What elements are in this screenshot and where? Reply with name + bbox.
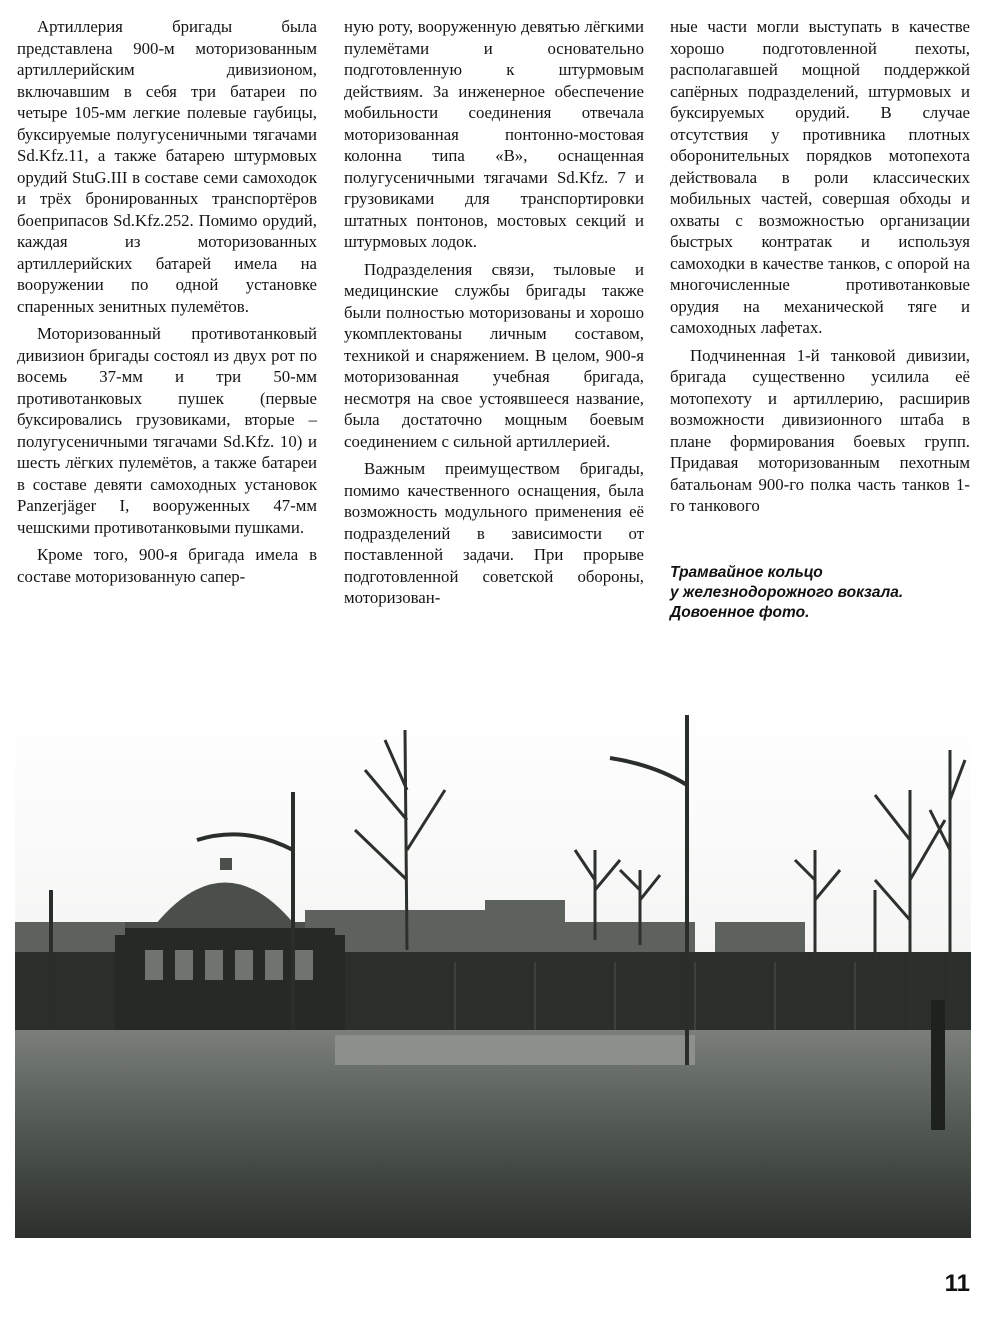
page-number: 11	[944, 1270, 970, 1297]
paragraph: Кроме того, 900-я бригада имела в составе моторизованную сапер-	[17, 545, 317, 586]
paragraph: Подчиненная 1-й танковой дивизии, бригада существенно усилила её мотопехоту и артиллерию, расширив возможности дивизионного штаба в плане формирования боевых групп. Придавая моторизованным пехотным батальонам 900-го полка часть танков 1-го танкового	[670, 345, 970, 515]
paragraph: Подразделения связи, тыловые и медицинские службы бригады также были полностью моторизованы и хорошо укомплектованы личным составом, техникой и снаряжением. В целом, 900-я моторизованная учебная бригада, несмотря на свое устоявшееся название, была достаточно мощным боевым соединением с сильной артиллерией.	[344, 259, 644, 451]
paragraph: Моторизованный противотанковый дивизион бригады состоял из двух рот по восемь 37-мм и три 50-мм противотанковых пушек (первые буксировались грузовиками, вторые – полугусеничными тягачами Sd.Kfz. 10) и шесть лёгких пулемётов, а также батареи в составе девяти самоходных установок Panzerjäger I, вооруженных 47-мм чешскими противотанковыми пушками.	[17, 324, 317, 537]
caption-line: Трамвайное кольцо	[670, 564, 823, 581]
text-column-2	[344, 16, 644, 609]
photo-illustration	[15, 700, 971, 1238]
tram-loop-photo	[15, 700, 971, 1238]
text-column-1	[17, 16, 317, 587]
caption-line: Довоенное фото.	[670, 604, 810, 621]
paragraph: Артиллерия бригады была представлена 900-м моторизованным артиллерийским дивизионом, включавшим в себя три батареи по четыре 105-мм легкие полевые гаубицы, буксируемые полугусеничными тягачами Sd.Kfz.11, а также батарею штурмовых орудий StuG.III в составе семи самоходок и трёх бронированных транспортёров боеприпасов Sd.Kfz.252. Помимо орудий, каждая из моторизованных артиллерийских батарей имела на вооружении по одной установке спаренных зенитных пулемётов.	[17, 17, 317, 316]
caption-line: у железнодорожного вокзала.	[670, 584, 904, 601]
text-column-3	[670, 16, 970, 517]
paragraph: Важным преимуществом бригады, помимо качественного оснащения, была возможность модульного применения её подразделений в зависимости от поставленной задачи. При прорыве подготовленной советской обороны, моторизован-	[344, 459, 644, 607]
paragraph: ную роту, вооруженную девятью лёгкими пулемётами и основательно подготовленную к штурмовым действиям. За инженерное обеспечение мобильности соединения отвечала моторизованная понтонно-мостовая колонна типа «B», оснащенная полугусеничными тягачами Sd.Kfz. 7 и грузовиками для транспортировки штатных понтонов, мостовых секций и штурмовых лодок.	[344, 17, 644, 251]
paragraph: ные части могли выступать в качестве хорошо подготовленной пехоты, располагавшей мощной поддержкой сапёрных подразделений, штурмовых и буксируемых орудий. В случае отсутствия у противника плотных оборонительных порядков мотопехота действовала в роли классических мобильных частей, совершая обходы и охваты с возможностью организации быстрых контратак и используя самоходки в качестве танков, с опорой на многочисленные противотанковые орудия на механической тяге и самоходных лафетах.	[670, 17, 970, 337]
photo-caption	[670, 563, 980, 623]
